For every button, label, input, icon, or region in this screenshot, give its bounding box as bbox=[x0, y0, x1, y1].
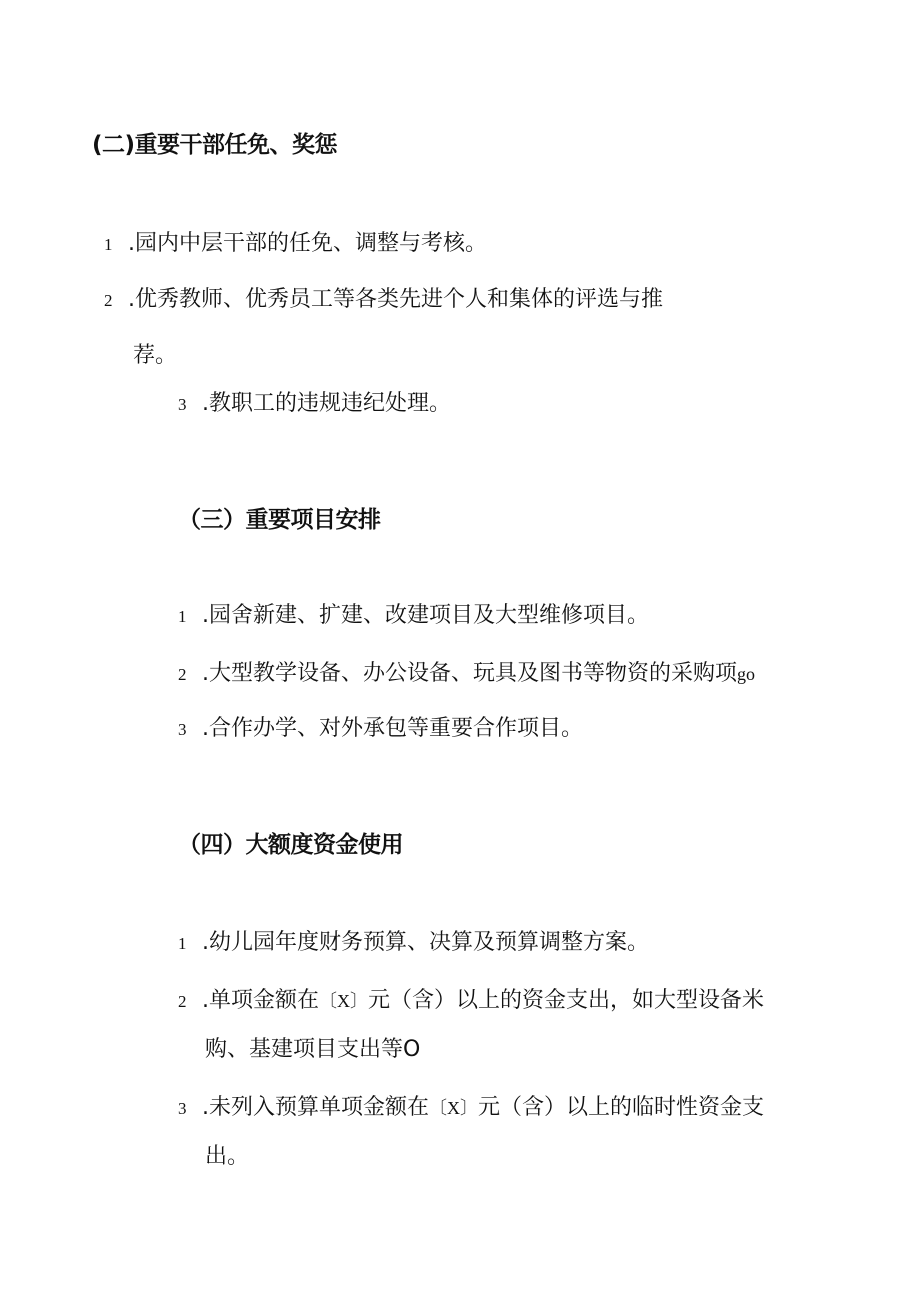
item-text: .教职工的违规违纪处理。 bbox=[202, 391, 451, 416]
list-item-4-3-continuation: 出。 bbox=[205, 1144, 250, 1169]
item-number: 2 bbox=[104, 291, 113, 310]
section-heading-4: （四）大额度资金使用 bbox=[178, 832, 403, 858]
item-number: 2 bbox=[178, 665, 187, 684]
item-number: 3 bbox=[178, 1099, 187, 1118]
list-item-4-1 bbox=[178, 928, 649, 959]
item-number: 1 bbox=[178, 607, 187, 626]
amount-placeholder: 〔X〕 bbox=[319, 991, 368, 1011]
item-text: .幼儿园年度财务预算、决算及预算调整方案。 bbox=[202, 930, 649, 955]
item-number: 3 bbox=[178, 720, 187, 739]
section-heading-3: （三）重要项目安排 bbox=[178, 507, 381, 533]
list-item-4-3 bbox=[178, 1093, 764, 1124]
item-text-post: 元（含）以上的临时性资金支 bbox=[478, 1095, 765, 1120]
list-item-4-2-continuation: 购、基建项目支出等O bbox=[205, 1037, 421, 1062]
item-text: .园内中层干部的任免、调整与考核。 bbox=[128, 231, 487, 256]
item-number: 3 bbox=[178, 395, 187, 414]
item-number: 2 bbox=[178, 992, 187, 1011]
item-text-pre: .未列入预算单项金额在 bbox=[202, 1095, 429, 1120]
item-number: 1 bbox=[104, 235, 113, 254]
list-item-2-1 bbox=[104, 229, 487, 260]
list-item-3-3 bbox=[178, 714, 583, 745]
list-item-2-3 bbox=[178, 389, 451, 420]
item-text-post: 元（含）以上的资金支出，如大型设备米 bbox=[368, 988, 765, 1013]
amount-placeholder: 〔X〕 bbox=[429, 1098, 478, 1118]
item-text: .园舍新建、扩建、改建项目及大型维修项目。 bbox=[202, 603, 649, 628]
item-tail: go bbox=[737, 664, 755, 684]
item-text: .优秀教师、优秀员工等各类先进个人和集体的评选与推 bbox=[128, 287, 663, 312]
item-number: 1 bbox=[178, 934, 187, 953]
list-item-2-2 bbox=[104, 285, 663, 316]
list-item-3-1 bbox=[178, 601, 649, 632]
section-heading-2: (二)重要干部任免、奖惩 bbox=[92, 132, 338, 158]
item-text: .大型教学设备、办公设备、玩具及图书等物资的采购项 bbox=[202, 661, 737, 686]
list-item-3-2 bbox=[178, 659, 755, 690]
item-text-pre: .单项金额在 bbox=[202, 988, 319, 1013]
item-text: .合作办学、对外承包等重要合作项目。 bbox=[202, 716, 583, 741]
list-item-2-2-continuation: 荐。 bbox=[133, 343, 178, 368]
list-item-4-2 bbox=[178, 986, 764, 1017]
